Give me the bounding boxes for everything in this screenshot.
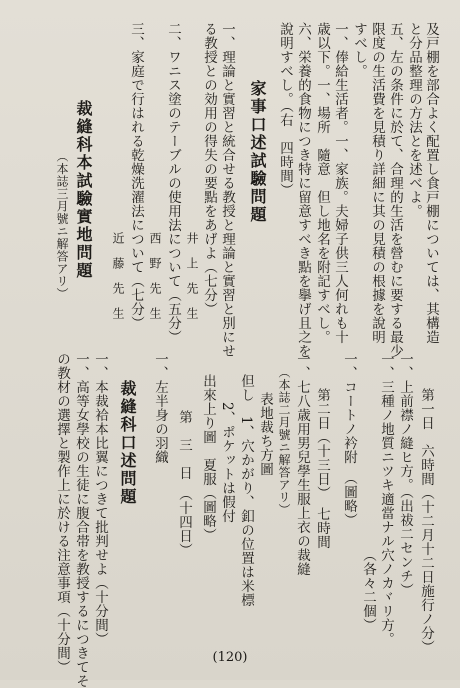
upper-line-16: 三、家庭で行はれる乾燥洗濯法について（七分） bbox=[128, 22, 144, 330]
lower-line-11: 2、ポケットは假付 bbox=[219, 402, 235, 524]
page-number: (120) bbox=[212, 650, 248, 665]
upper-line-8: 六、栄養的食物につき特に留意すべき點を擧げ且之を bbox=[295, 22, 311, 358]
teacher-name-inoue: 井 上 先 生 bbox=[185, 232, 199, 320]
upper-line-12: る教授との効用の得失の要點をあげよ（七分） bbox=[201, 22, 217, 316]
answer-note-february: （本誌二月號ニ解答アリ） bbox=[277, 366, 291, 516]
lower-line-5: 一、コートノ衿附 （圖略） bbox=[341, 352, 357, 528]
upper-line-6: 一、俸給生活者。一、家族。夫婦子供三人何れも十 bbox=[332, 22, 348, 344]
upper-line-9: 說明すべし。（右 四時間） bbox=[277, 22, 293, 198]
lower-line-2: 一、上前襟ノ縫ヒ方。（出祓二センチ） bbox=[397, 352, 413, 598]
upper-line-11: 一、理論と實習と統合せる教授と理論と實習と別にせ bbox=[219, 22, 235, 358]
lower-line-12: 出來上り圖 夏服（圖略） bbox=[200, 374, 216, 542]
section-heading-sewing-oral: 裁縫科口述問題 bbox=[118, 380, 137, 506]
upper-line-14: 二、ワニス塗のテーブルの使用法について（五分） bbox=[165, 22, 181, 344]
upper-line-3: 五、左の条件に於て、合理的生活を營むに要する最少 bbox=[387, 22, 403, 358]
section-divider bbox=[18, 340, 442, 341]
answer-note-march: （本誌三月號ニ解答アリ） bbox=[55, 150, 69, 300]
lower-line-1: 第一日 六時間（十二月十二日施行ノ分） bbox=[418, 388, 434, 654]
lower-line-4: （各々二個） bbox=[360, 548, 376, 632]
section-heading-sewing-practical: 裁縫科本試驗實地問題 bbox=[74, 100, 93, 280]
lower-line-10: 但し 1、穴かがり、釦の位置は米標 bbox=[238, 374, 254, 608]
lower-line-9: 表地裁ち方圖 bbox=[257, 392, 273, 476]
upper-line-2: と分品整理の方法とを述べよ。 bbox=[406, 22, 422, 218]
upper-line-7: 歳以下。一、場所 隨意 但し地名を附記すべし。 bbox=[314, 22, 330, 344]
upper-line-1: 及戸棚を部合よく配置し食戸棚については、其構造 bbox=[423, 22, 439, 344]
section-heading-home-economics-oral: 家事口述試驗問題 bbox=[248, 80, 267, 224]
lower-line-7: 一、七八歳用男兒學生服上衣の裁縫 bbox=[294, 352, 310, 576]
lower-line-17: 一、高等女學校の生徒に腹合帯を教授するにつきてそ bbox=[73, 352, 89, 688]
lower-line-16: 一、本裁袷本比翼につきて批判せよ（十分間） bbox=[92, 352, 108, 646]
lower-line-14: 一、左半身の羽織 bbox=[152, 352, 168, 464]
lower-line-18: の教材の選擇と製作上に於ける注意事項（十分間） bbox=[54, 352, 70, 674]
lower-line-6: 第二日（十三日） 七時間 bbox=[314, 388, 330, 550]
teacher-name-nishino: 西 野 先 生 bbox=[148, 232, 162, 320]
upper-line-5: すべし。 bbox=[351, 22, 367, 78]
lower-line-13: 第 三 日 （十四日） bbox=[176, 410, 192, 558]
upper-line-4: 限度の生活費を見積り詳細に其の見積の根據を說明 bbox=[369, 22, 385, 344]
teacher-name-kondo: 近 藤 先 生 bbox=[111, 232, 125, 320]
lower-line-3: 一、三種ノ地質ニツキ適當ナル穴ノカヾリ方。 bbox=[378, 352, 394, 646]
